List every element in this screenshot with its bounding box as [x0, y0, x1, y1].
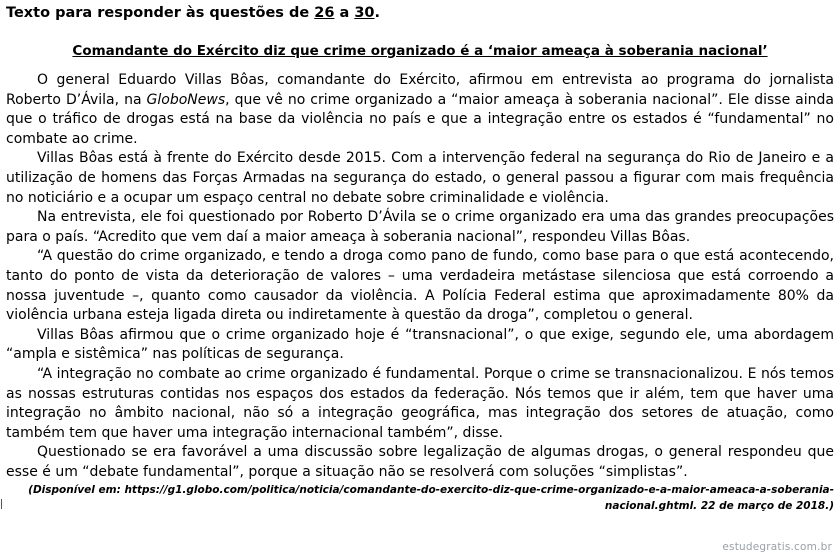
paragraph-4: “A questão do crime organizado, e tendo a droga como pano de fundo, como base para o que está acontecendo, tanto do ponto de vista da deterioração de valores – uma verdadeira metástase silenciosa que está corroendo a nossa juventude –, quanto como causador da violência. A Polícia Federal estima que aproximadamente 80% da violência urbana esteja ligada direta ou indiretamente à questão da droga”, completou o general. — [6, 248, 834, 324]
text-cursor-mark — [1, 499, 2, 509]
header-prefix: Texto para responder às questões de — [6, 5, 315, 21]
header-suffix: . — [374, 5, 381, 21]
document-page — [6, 0, 834, 514]
source-citation: (Disponível em: https://g1.globo.com/politica/noticia/comandante-do-exercito-diz-que-crime-organizado-e-a-maior-ameaca-a-soberania-nacional.ghtml. 22 de março de 2018.) — [28, 484, 834, 513]
site-watermark: estudegratis.com.br — [722, 541, 832, 553]
paragraph-6: “A integração no combate ao crime organizado é fundamental. Porque o crime se transnacionalizou. E nós temos as nossas estruturas contidas nos espaços dos estados da federação. Nós temos que ir além, tem que haver uma integração no âmbito nacional, não só a integração geográfica, mas integração dos setores de atuação, como também tem que haver uma integração internacional também”, disse. — [6, 365, 834, 441]
instruction-header — [6, 0, 834, 23]
paragraph-2: Villas Bôas está à frente do Exército desde 2015. Com a intervenção federal na segurança do Rio de Janeiro e a utilização de homens das Forças Armadas na segurança do estado, o general passou a figurar com mais frequência no noticiário e a ocupar um espaço central no debate sobre criminalidade e violência. — [6, 150, 834, 206]
paragraph-1: O general Eduardo Villas Bôas, comandante do Exército, afirmou em entrevista ao programa do jornalista Roberto D’Ávila, na GloboNews, que vê no crime organizado a “maior ameaça à soberania nacional”. Ele disse ainda que o tráfico de drogas está na base da violência no país e que a integração entre os estados é “fundamental” no combate ao crime. — [6, 72, 834, 147]
tv-channel-name: GloboNews — [146, 91, 226, 108]
question-start-number: 26 — [314, 5, 335, 21]
paragraph-7: Questionado se era favorável a uma discussão sobre legalização de algumas drogas, o general respondeu que esse é um “debate fundamental”, porque a situação não se resolverá com soluções “simplistas”. — [6, 444, 834, 480]
header-connector: a — [334, 5, 355, 21]
paragraph-3: Na entrevista, ele foi questionado por Roberto D’Ávila se o crime organizado era uma das grandes preocupações para o país. “Acredito que vem daí a maior ameaça à soberania nacional”, respondeu Villas Bôas. — [6, 209, 834, 245]
question-end-number: 30 — [354, 5, 375, 21]
article-body — [6, 71, 834, 482]
paragraph-5: Villas Bôas afirmou que o crime organizado hoje é “transnacional”, o que exige, segundo ele, uma abordagem “ampla e sistêmica” nas políticas de segurança. — [6, 326, 834, 363]
article-title: Comandante do Exército diz que crime organizado é a ‘maior ameaça à soberania nacional’ — [72, 43, 768, 59]
